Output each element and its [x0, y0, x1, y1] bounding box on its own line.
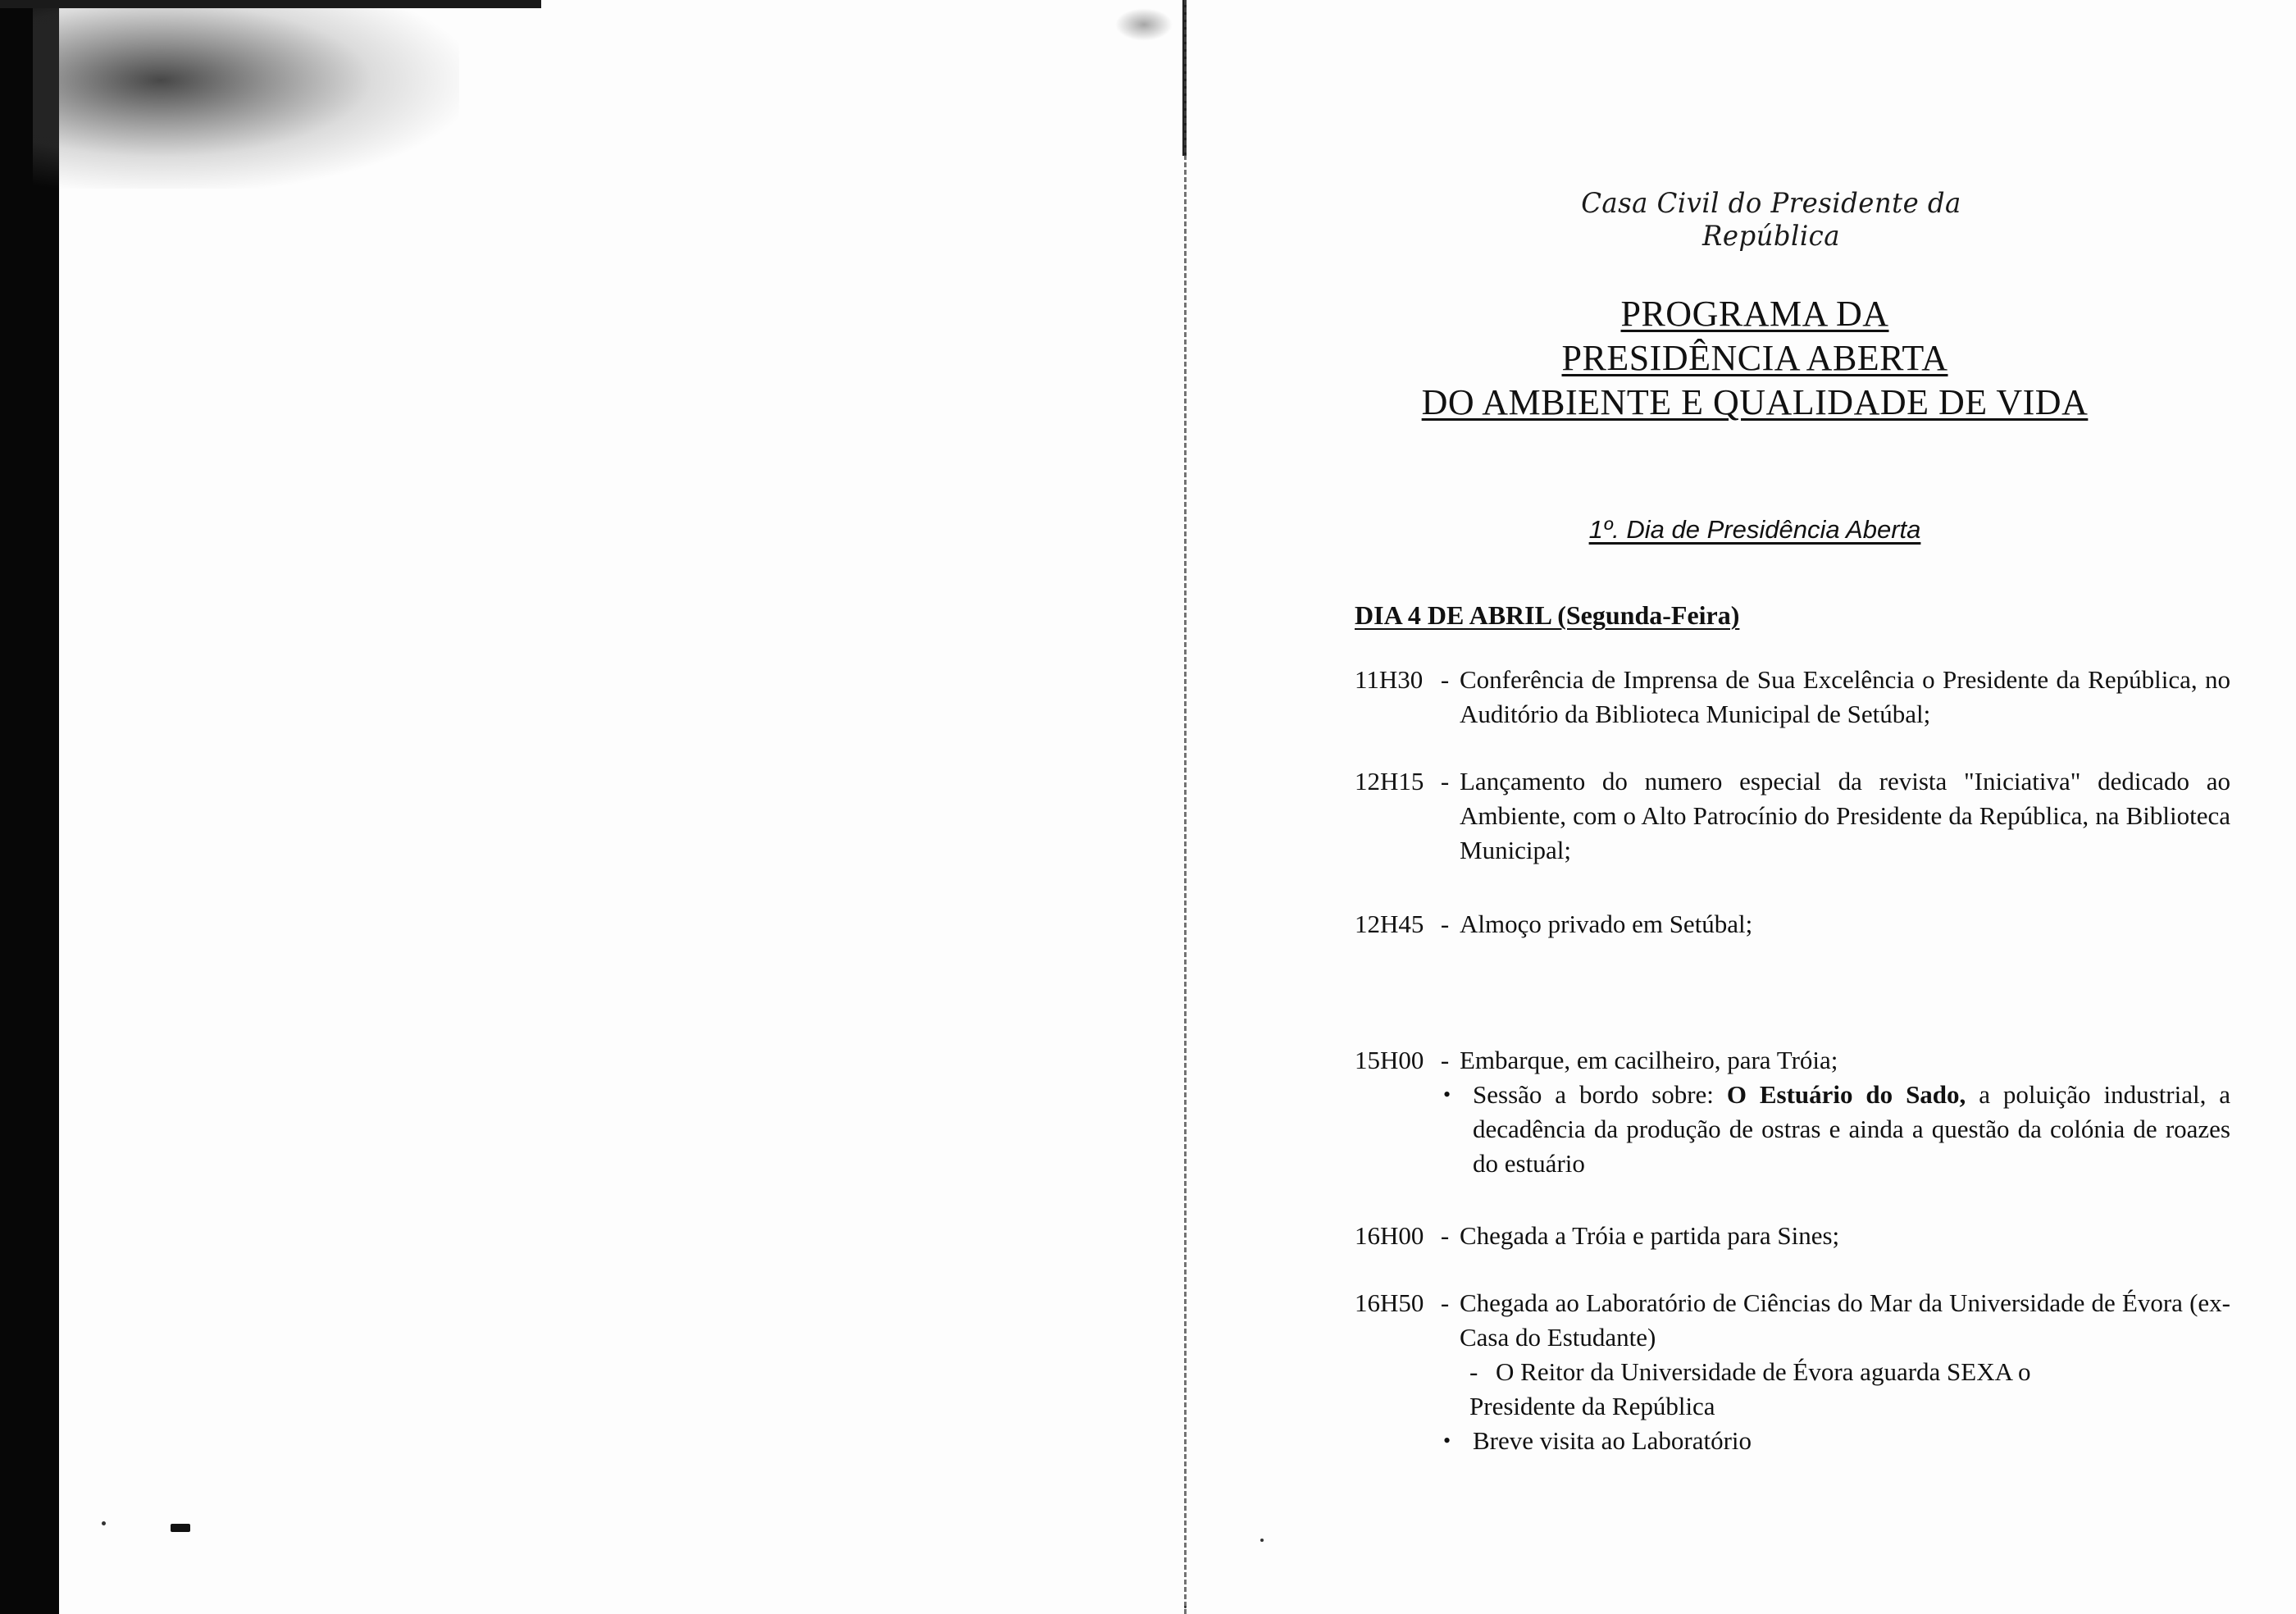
entry-time: 12H15	[1355, 767, 1424, 796]
date-heading: DIA 4 DE ABRIL (Segunda-Feira)	[1355, 600, 1740, 630]
entry-text: Embarque, em cacilheiro, para Tróia;	[1460, 1046, 1838, 1074]
entry-separator: -	[1440, 910, 1450, 938]
entry-bullet	[1443, 1078, 2230, 1181]
entry-separator: -	[1440, 1046, 1450, 1074]
entry-text: Chegada a Tróia e partida para Sines;	[1460, 1221, 1840, 1250]
dash-marker: -	[1469, 1357, 1478, 1386]
schedule-entry	[1355, 764, 2230, 868]
speck-mark	[1184, 1606, 1187, 1608]
title-line: DO AMBIENTE E QUALIDADE DE VIDA	[1421, 382, 2089, 422]
entry-dash-item	[1469, 1355, 2230, 1389]
schedule-entry	[1355, 907, 2230, 942]
entry-bullet	[1443, 1424, 2230, 1458]
entry-separator: -	[1440, 767, 1450, 796]
binding-shadow	[0, 0, 59, 1614]
entry-text: Chegada ao Laboratório de Ciências do Mar da Universidade de Évora (ex-Casa do Estudante)	[1460, 1288, 2230, 1352]
entry-separator: -	[1440, 1221, 1450, 1250]
scan-smudge	[33, 8, 459, 189]
page-fold-line	[1184, 0, 1187, 1614]
fold-smudge	[1115, 8, 1173, 41]
bullet-icon: •	[1443, 1429, 1451, 1452]
title-line: PROGRAMA DA	[1620, 294, 1889, 334]
entry-separator: -	[1440, 665, 1450, 694]
ink-mark	[171, 1524, 190, 1532]
bullet-text: Sessão a bordo sobre: O Estuário do Sado, a poluição industrial, a decadência da produção de ostras e ainda a questão da colónia de roazes do estuário	[1473, 1080, 2231, 1178]
day-subtitle: 1º. Dia de Presidência Aberta	[1588, 515, 1921, 544]
document-title	[1361, 292, 2148, 425]
entry-time: 16H00	[1355, 1221, 1424, 1250]
entry-time: 16H50	[1355, 1288, 1424, 1317]
entry-text: Almoço privado em Setúbal;	[1460, 910, 1753, 938]
title-line: PRESIDÊNCIA ABERTA	[1561, 338, 1948, 378]
dash-text-continued: Presidente da República	[1469, 1392, 1715, 1420]
entry-time: 15H00	[1355, 1046, 1424, 1074]
speck-mark	[102, 1521, 106, 1525]
schedule-entry	[1355, 663, 2230, 732]
entry-text: Lançamento do numero especial da revista "Iniciativa" dedicado ao Ambiente, com o Alto Patrocínio do Presidente da República, na Biblioteca Municipal;	[1460, 767, 2230, 864]
entry-time: 11H30	[1355, 665, 1424, 694]
schedule-entry	[1355, 1043, 2230, 1181]
top-edge-shadow	[0, 0, 541, 8]
dash-text: O Reitor da Universidade de Évora aguarda SEXA o	[1496, 1357, 2031, 1386]
entry-time: 12H45	[1355, 910, 1424, 938]
entry-text: Conferência de Imprensa de Sua Excelência o Presidente da República, no Auditório da Biblioteca Municipal de Setúbal;	[1460, 665, 2230, 728]
letterhead: Casa Civil do Presidente da República	[1581, 187, 1961, 253]
speck-mark	[1260, 1539, 1264, 1542]
bullet-icon: •	[1443, 1083, 1451, 1106]
schedule-entry	[1355, 1286, 2230, 1458]
entry-separator: -	[1440, 1288, 1450, 1317]
bullet-text: Breve visita ao Laboratório	[1473, 1426, 1752, 1455]
schedule-entry	[1355, 1219, 2230, 1253]
